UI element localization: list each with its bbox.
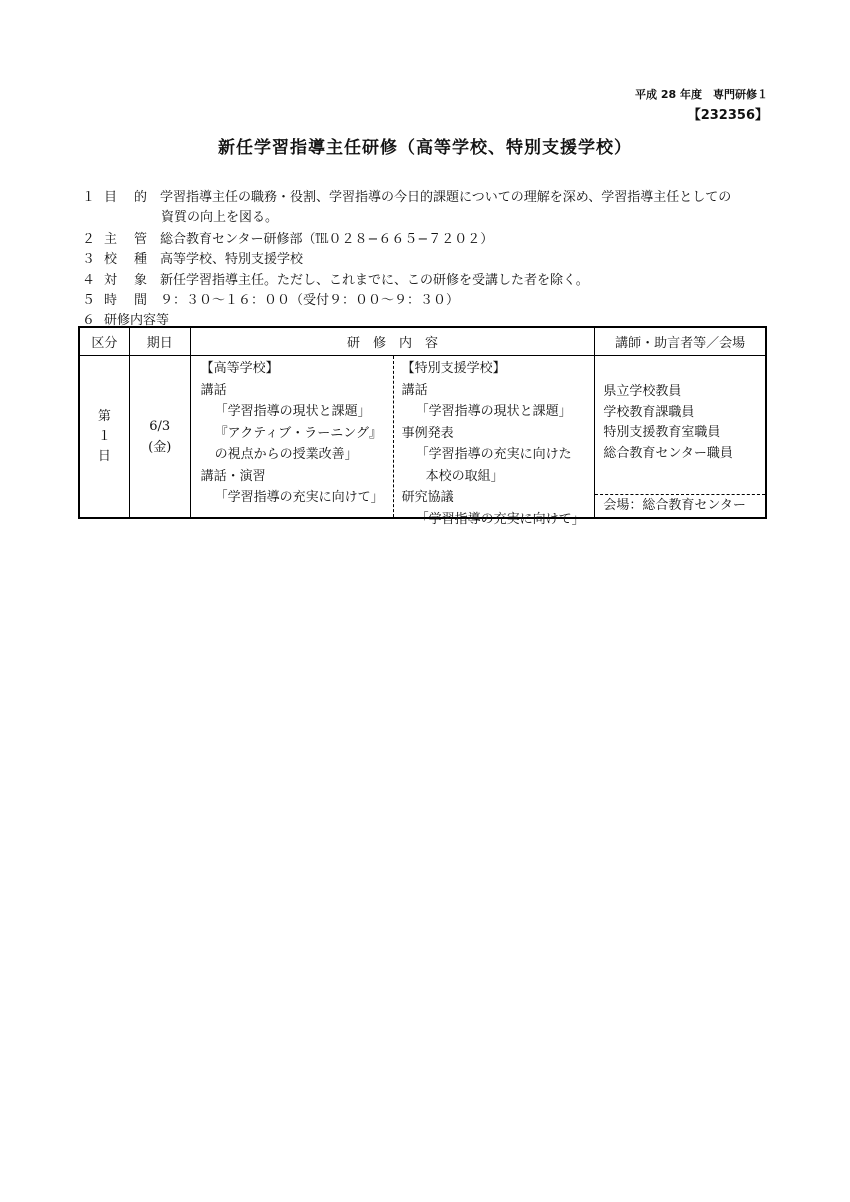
item-value: ９：３０〜１６：００（受付９：００〜９：３０） xyxy=(160,293,460,308)
item-number: ２ xyxy=(82,232,96,247)
page-title: 新任学習指導主任研修（高等学校、特別支援学校） xyxy=(218,138,632,158)
content-line: 研究協議 xyxy=(401,490,454,505)
content-line: 『アクティブ・ラーニング』 xyxy=(214,425,382,441)
content-line: 「学習指導の現状と課題」 xyxy=(415,404,572,419)
schedule-table xyxy=(78,326,767,527)
header-content: 研 修 内 容 xyxy=(190,327,595,356)
day-cell xyxy=(79,356,129,519)
item-label: 目 的 xyxy=(104,190,150,205)
date-value: 6/3 xyxy=(149,418,171,434)
table-header-row xyxy=(79,327,766,356)
lecturer-item: 特別支援教育室職員 xyxy=(603,425,721,440)
lecturer-cell xyxy=(595,356,766,519)
venue: 会場：総合教育センター xyxy=(603,498,746,513)
lecturer-item: 学校教育課職員 xyxy=(603,404,695,420)
content-line: 本校の取組」 xyxy=(425,468,504,484)
header-date: 期日 xyxy=(129,327,190,356)
content-line: 「学習指導の充実に向けて」 xyxy=(214,490,384,505)
item-label: 時 間 xyxy=(104,293,150,308)
item-label: 主 管 xyxy=(104,232,150,247)
item-purpose-continuation: 資質の向上を図る。 xyxy=(161,210,279,225)
item-number: １ xyxy=(82,190,96,205)
lecturer-item: 総合教育センター職員 xyxy=(603,445,733,461)
content-line: 事例発表 xyxy=(401,425,454,441)
item-value: 総合教育センター研修部（℡０２８−６６５−７２０２） xyxy=(160,232,494,247)
column-heading: 【高等学校】 xyxy=(200,361,279,376)
item-time xyxy=(82,289,459,308)
weekday-value: (金) xyxy=(148,439,172,455)
item-value: 新任学習指導主任。ただし、これまでに、この研修を受講した者を除く。 xyxy=(160,273,589,288)
content-line: 講話 xyxy=(200,382,227,398)
special-support-column xyxy=(394,356,585,527)
day-label-1: 第 xyxy=(97,408,111,424)
item-organizer xyxy=(82,228,493,247)
item-label: 対 象 xyxy=(104,273,150,288)
content-line: 「学習指導の充実に向けて」 xyxy=(415,511,585,527)
column-heading: 【特別支援学校】 xyxy=(401,361,506,376)
content-line: 講話・演習 xyxy=(200,468,266,484)
item-number: ６ xyxy=(82,313,96,328)
date-cell xyxy=(129,356,190,519)
content-cell xyxy=(190,356,595,527)
content-line: 「学習指導の現状と課題」 xyxy=(214,404,371,419)
item-purpose xyxy=(82,186,731,205)
lecturer-item: 県立学校教員 xyxy=(603,384,682,399)
day-label-2: １ xyxy=(97,428,111,444)
item-school-type xyxy=(82,248,303,267)
item-value: 高等学校、特別支援学校 xyxy=(160,252,304,267)
content-line: 「学習指導の充実に向けた xyxy=(415,447,572,462)
item-label: 研修内容等 xyxy=(104,313,170,328)
item-number: ４ xyxy=(82,273,96,288)
high-school-column xyxy=(191,356,394,517)
content-line: 講話 xyxy=(401,382,428,398)
day-label-3: 日 xyxy=(97,448,111,464)
item-label: 校 種 xyxy=(104,252,150,267)
fiscal-year-label: 平成 28 年度 専門研修１ xyxy=(635,88,768,101)
header-kubun: 区分 xyxy=(79,327,129,356)
header-lecturer: 講師・助言者等／会場 xyxy=(595,327,766,356)
item-number: ３ xyxy=(82,252,96,267)
course-code: 【232356】 xyxy=(687,108,768,123)
lecturer-list xyxy=(595,356,765,495)
table-row xyxy=(79,356,766,519)
item-target xyxy=(82,269,589,288)
content-line: の視点からの授業改善」 xyxy=(214,447,358,462)
item-value: 学習指導主任の職務・役割、学習指導の今日的課題についての理解を深め、学習指導主任としての xyxy=(160,190,732,205)
item-number: ５ xyxy=(82,293,96,308)
